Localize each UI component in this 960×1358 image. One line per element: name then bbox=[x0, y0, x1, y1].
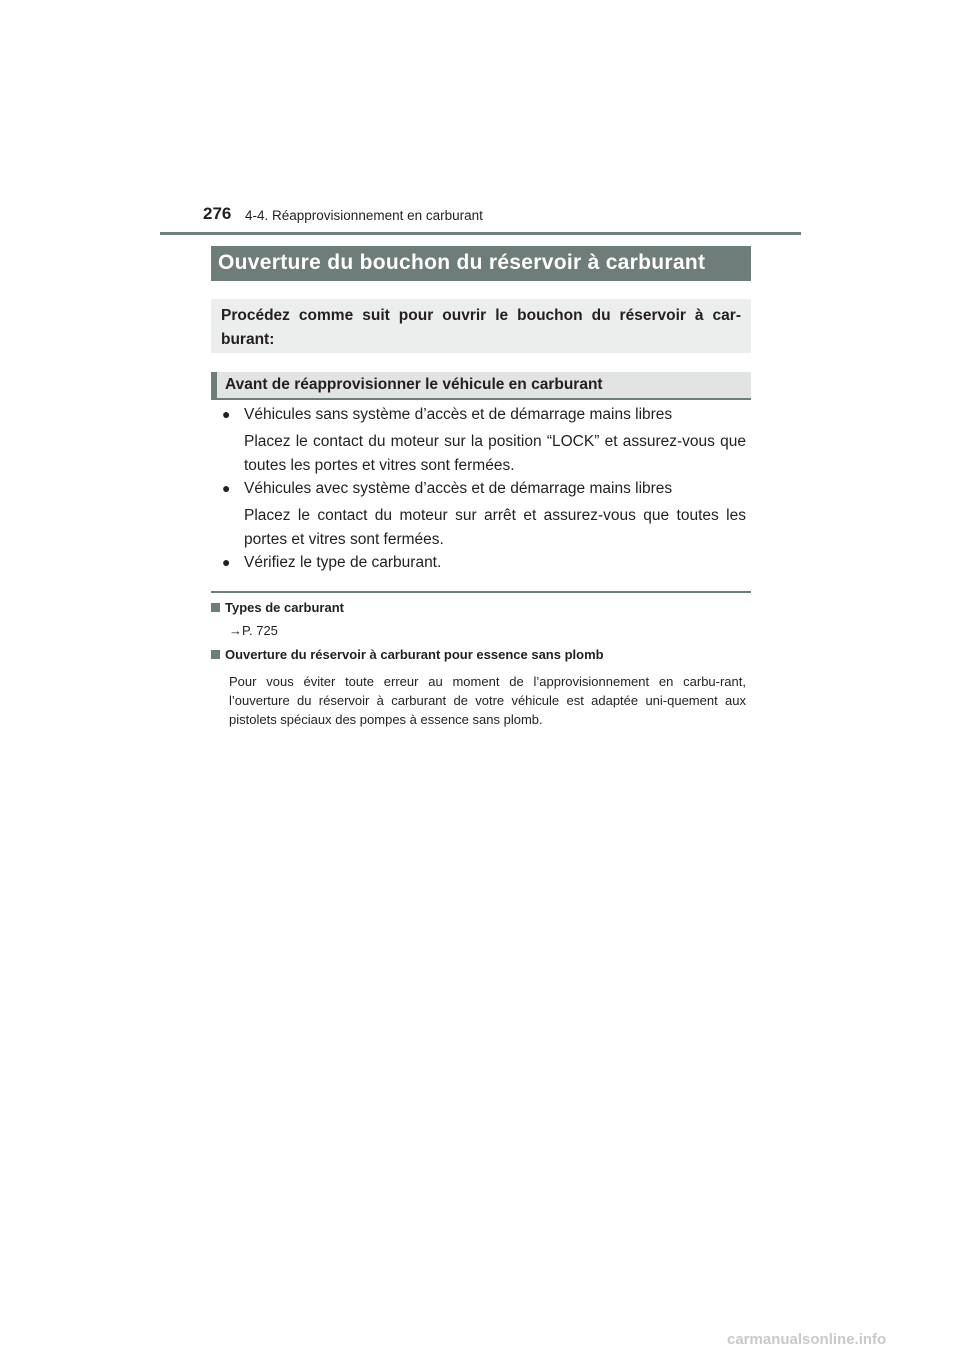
section-title: Ouverture du bouchon du réservoir à carburant bbox=[211, 246, 751, 281]
watermark: carmanualsonline.info bbox=[727, 1331, 887, 1348]
intro-text: Procédez comme suit pour ouvrir le bouchon du réservoir à car-burant: bbox=[221, 307, 741, 348]
chapter-title: 4-4. Réapprovisionnement en carburant bbox=[245, 208, 483, 223]
page-number: 276 bbox=[203, 204, 232, 223]
bullet-title: Véhicules avec système d’accès et de démarrage mains libres bbox=[244, 480, 673, 497]
note-title: Ouverture du réservoir à carburant pour essence sans plomb bbox=[225, 647, 604, 662]
header-divider bbox=[160, 232, 801, 235]
subsection-divider bbox=[211, 398, 751, 400]
note-square-icon bbox=[211, 650, 220, 659]
bullet-title: Véhicules sans système d’accès et de démarrage mains libres bbox=[244, 406, 673, 423]
note-title: Types de carburant bbox=[225, 600, 344, 615]
bullet-title: Vérifiez le type de carburant. bbox=[244, 554, 442, 571]
intro-box bbox=[211, 299, 751, 353]
note-square-icon bbox=[211, 603, 220, 612]
page-reference-link[interactable]: →P. 725 bbox=[229, 623, 278, 638]
bullet-body: Placez le contact du moteur sur la position “LOCK” et assurez-vous que toutes les portes et vitres sont fermées. bbox=[244, 433, 746, 474]
subsection-heading: Avant de réapprovisionner le véhicule en carburant bbox=[211, 372, 751, 399]
bullet-body: Placez le contact du moteur sur arrêt et assurez-vous que toutes les portes et vitres sont fermées. bbox=[244, 507, 746, 548]
note-body: Pour vous éviter toute erreur au moment de l’approvisionnement en carbu-rant, l’ouverture du réservoir à carburant de votre véhicule est adaptée uni-quement aux pistolets spéciaux des pompes à essence sans plomb. bbox=[229, 674, 746, 727]
section-divider bbox=[211, 591, 751, 593]
